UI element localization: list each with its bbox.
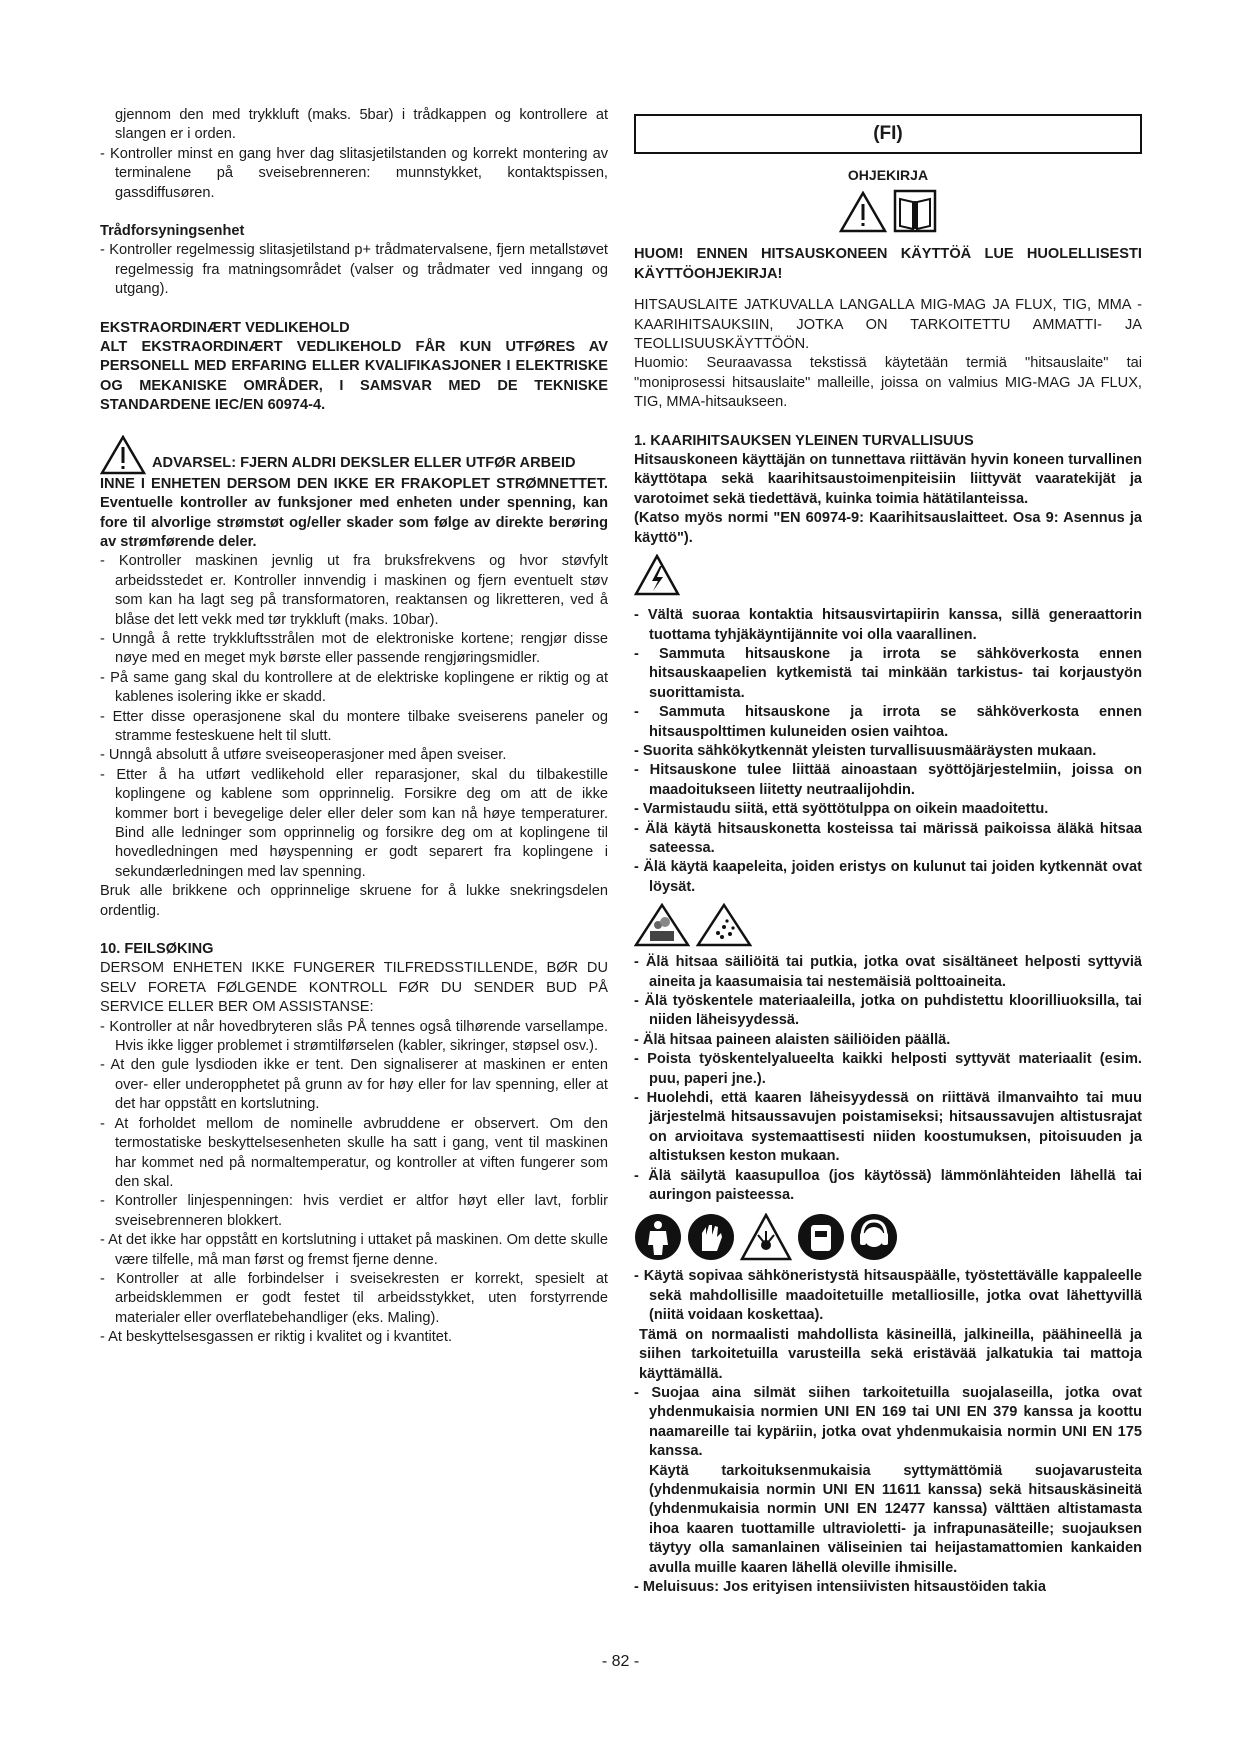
ppe-icons (634, 1213, 1142, 1261)
wire-feed-title: Trådforsyningsenhet (100, 223, 245, 240)
right-column (634, 106, 1142, 1597)
screws-note: Bruk alle brikkene och opprinnelige skruene for å lukke snekringsdelen ordentlig. (100, 883, 608, 919)
manual-icons (634, 189, 1142, 233)
fire-item-3: - Älä hitsaa paineen alaisten säiliöiden päällä. (634, 1031, 951, 1048)
troubleshooting-item-6: - Kontroller at alle forbindelser i sveisekresten er korrekt, spesielt at arbeidsklemmen er godt festet til arbeidsstykket, uten forstyrrende materialer eller overflatebehandliger (eks. Maling). (100, 1270, 608, 1326)
safety-section-text: Hitsauskoneen käyttäjän on tunnettava riittävän hyvin koneen turvallinen käyttötapa sekä kaarihitsaustoimenpiteisiin liittyvät vaaratekijät ja varotoimet sekä tiedettävä, kuinka toimia hätätilanteissa. (634, 452, 1142, 507)
troubleshooting-title: 10. FEILSØKING (100, 941, 214, 958)
maintenance-item-1: - Kontroller maskinen jevnlig ut fra bruksfrekvens og hvor støvfylt arbeidsstedet er. Kontroller innvendig i maskinen og fjern eventuelt støv som kan ha lagt seg på transformatoren, reaktansen og likretteren, ved å blåse det lett vekk med tør trykkluft (maks. 10bar). (100, 553, 608, 628)
huom-notice: HUOM! ENNEN HITSAUSKONEEN KÄYTTÖÄ LUE HUOLELLISESTI KÄYTTÖOHJEKIRJA! (634, 246, 1142, 282)
welding-mask-icon (797, 1213, 845, 1261)
ppe-text-2: Käytä tarkoituksenmukaisia syttymättömiä suojavarusteita (yhdenmukaisia normin UNI EN 11611 kanssa) sekä hitsauskäsineitä (yhdenmukaisia normin UNI EN 12477 kanssa) välttäen altistamasta ihoa kaaren tuottamille ultravioletti- ja infrapunasäteille; suojauksen täytyy olla samanlainen väliseinien tai heijastamattomien kankaiden avulla muille kaaren lähellä oleville ihmisille. (649, 1462, 1142, 1576)
troubleshooting-item-1: - Kontroller at når hovedbryteren slås PÅ tennes også tilhørende varsellampe. Hvis ikke ligger problemet i strømtilførselen (kabler, sikringer, støpsel osv.). (100, 1018, 608, 1055)
troubleshooting-item-2: - At den gule lysdioden ikke er tent. Den signaliserer at maskinen er enten over- eller underopphetet på grunn av for høy eller for lav spenning, eller at det har oppstått en kortslutning. (100, 1057, 608, 1113)
extraordinary-title: EKSTRAORDINÆRT VEDLIKEHOLD (100, 319, 350, 336)
language-code: (FI) (873, 123, 903, 145)
ppe-item-3: - Meluisuus: Jos erityisen intensiivisten hitsaustöiden takia (634, 1578, 1046, 1595)
troubleshooting-item-4: - Kontroller linjespenningen: hvis verdiet er altfor høyt eller lavt, forblir sveisebrenneren blokkert. (100, 1193, 608, 1229)
maintenance-item-4: - Etter disse operasjonene skal du montere tilbake sveiserens paneler og stramme festeskuene helt til slutt. (100, 708, 608, 744)
left-column (100, 106, 608, 1348)
intro-note: Huomio: Seuraavassa tekstissä käytetään termiä "hitsauslaite" tai "moniprosessi hitsauslaite" malleille, joissa on valmius MIG-MAG JA FLUX, TIG, MMA-hitsaukseen. (634, 355, 1142, 411)
electric-item-4: - Suorita sähkökytkennät yleisten turvallisuusmääräysten mukaan. (634, 742, 1097, 759)
maintenance-item-5: - Unngå absolutt å utføre sveiseoperasjoner med åpen sveiser. (100, 747, 507, 764)
maintenance-item-3: - På same gang skal du kontrollere at de elektriske koplingene er riktig og at kablenes isolering ikke er skadd. (100, 669, 608, 706)
explosion-hazard-icon (634, 903, 690, 947)
wire-feed-item: - Kontroller regelmessig slitasjetilstand p+ trådmatervalsene, fjern metallstøvet regelmessig fra matningsområdet (valser og trådmater ved inngang og utgang). (100, 242, 608, 298)
troubleshooting-item-5: - At det ikke har oppstått en kortslutning i uttaket på maskinen. Om dette skulle være tilfelle, må man først og fremst fjerne denne. (100, 1232, 608, 1268)
electric-item-5: - Hitsauskone tulee liittää ainoastaan syöttöjärjestelmiin, joissa on maadoitukseen liitetty neutraalijohdin. (634, 762, 1142, 798)
warning-triangle-icon (839, 191, 887, 233)
electric-item-1: - Vältä suoraa kontaktia hitsausvirtapiirin kanssa, sillä generaattorin tuottama tyhjäkäyntijännite voi olla vaarallinen. (634, 607, 1142, 643)
safety-section-title: 1. KAARIHITSAUKSEN YLEINEN TURVALLISUUS (634, 432, 974, 449)
safety-section-ref: (Katso myös normi "EN 60974-9: Kaarihitsauslaitteet. Osa 9: Asennus ja käyttö"). (634, 510, 1142, 546)
fire-item-6: - Älä säilytä kaasupulloa (jos käytössä) lämmönlähteiden lähellä tai auringon paisteessa. (634, 1167, 1142, 1204)
manual-title: OHJEKIRJA (847, 167, 929, 183)
radiation-warning-icon (740, 1213, 792, 1261)
fire-item-4: - Poista työskentelyalueelta kaikki helposti syttyvät materiaalit (esim. puu, paperi jne.). (634, 1051, 1142, 1087)
warning-text: INNE I ENHETEN DERSOM DEN IKKE ER FRAKOPLET STRØMNETTET. Eventuelle kontroller av funksjoner med enheten under spenning, kan fore til alvorlige strømstøt og/eller skader som følge av direkte berøring av strømførende deler. (100, 475, 608, 550)
fire-item-2: - Älä työskentele materiaaleilla, jotka on puhdistettu kloorilliuoksilla, tai niiden läheisyydessä. (634, 993, 1142, 1029)
fire-item-5: - Huolehdi, että kaaren läheisyydessä on riittävä ilmanvaihto tai muu järjestelmä hitsaussavujen poistamiseksi; hitsaussavujen altistusrajat on arvioitava systemaattisesti niiden koostumuksen, pitoisuuden ja altistuksen keston mukaan. (634, 1090, 1142, 1165)
open-book-icon (893, 189, 937, 233)
ppe-text-1: Tämä on normaalisti mahdollista käsineillä, jalkineilla, päähineellä ja siihen tarkoitetuilla varusteilla sekä eristävää jalkatukia tai mattoja käyttämällä. (639, 1326, 1142, 1382)
electric-hazard-icon (634, 554, 1142, 596)
troubleshooting-item-3: - At forholdet mellom de nominelle avbruddene er observert. Om den termostatiske beskyttelsesenheten skulle ha satt i gang, vent til maskinen har kommet ned på normaltemperatur, og kontroller at viften fungerer som den skal. (100, 1115, 608, 1190)
electric-item-3: - Sammuta hitsauskone ja irrota se sähköverkosta ennen hitsauspolttimen kuluneiden osien vaihtoa. (634, 704, 1142, 740)
maintenance-item-2: - Unngå å rette trykkluftsstrålen mot de elektroniske kortene; rengjør disse nøye med en meget myk børste eller passende rengjøringsmidler. (100, 630, 608, 667)
electric-item-2: - Sammuta hitsauskone ja irrota se sähköverkosta ennen hitsauskaapelien kytkemistä tai minkään tarkistus- tai korjaustyön suorittamista. (634, 645, 1142, 701)
troubleshooting-item-7: - At beskyttelsesgassen er riktig i kvalitet og i kvantitet. (100, 1329, 453, 1346)
fire-sparks-icon (696, 903, 752, 947)
protective-suit-icon (634, 1213, 682, 1261)
page-number: - 82 - (601, 1653, 640, 1670)
fire-item-1: - Älä hitsaa säiliöitä tai putkia, jotka ovat sisältäneet helposti syttyviä aineita ja kaasumaisia tai nestemäisiä polttoaineita. (634, 954, 1142, 990)
left-paragraph-2: - Kontroller minst en gang hver dag slitasjetilstanden og korrekt montering av terminalene på sveisebrenneren: munnstykket, kontaktspissen, gassdiffusøren. (100, 145, 608, 201)
gloves-icon (687, 1213, 735, 1261)
extraordinary-text: ALT EKSTRAORDINÆRT VEDLIKEHOLD FÅR KUN UTFØRES AV PERSONELL MED ERFARING ELLER KVALIFIKASJONER I ELEKTRISKE OG MEKANISKE OMRÅDER, I SAMSVAR MED DE TEKNISKE STANDARDENE IEC/EN 60974-4. (100, 339, 608, 414)
fire-hazard-icons (634, 903, 1142, 947)
left-paragraph-1: gjennom den med trykkluft (maks. 5bar) i trådkappen og kontrollere at slangen er i orden. (115, 107, 608, 143)
warning-line (100, 435, 608, 475)
language-box (634, 114, 1142, 154)
ppe-item-1: - Käytä sopivaa sähköneristystä hitsauspäälle, työstettävälle kappaleelle sekä mahdollisille maadoitetuille metalliosille, jotka ovat lähettyvillä (niitä voidaan koskettaa). (634, 1268, 1142, 1324)
electric-item-7: - Älä käytä hitsauskonetta kosteissa tai märissä paikoissa äläkä hitsaa sateessa. (634, 820, 1142, 856)
electric-item-8: - Älä käytä kaapeleita, joiden eristys on kulunut tai joiden kytkennät ovat löysät. (634, 859, 1142, 895)
intro-uppercase: HITSAUSLAITE JATKUVALLA LANGALLA MIG-MAG JA FLUX, TIG, MMA -KAARIHITSAUKSIIN, JOTKA ON TARKOITETTU AMMATTI- JA TEOLLISUUSKÄYTTÖÖN. (634, 297, 1142, 353)
warning-head: ADVARSEL: FJERN ALDRI DEKSLER ELLER UTFØR ARBEID (152, 455, 576, 472)
maintenance-item-6: - Etter å ha utført vedlikehold eller reparasjoner, skal du tilbakestille koplingene og kablene som opprinnelig. Forsikre deg om att de ikke kommer bort i bevegelige deler eller deler som kan nå høye temperaturer. Bind alle ledninger som opprinnelig og forsikre deg om at koplingene til hovedledningen med høyspenning er godt separert fra koplingene i sekundærledningen med lav spenning. (100, 766, 608, 880)
troubleshooting-intro: DERSOM ENHETEN IKKE FUNGERER TILFREDSSTILLENDE, BØR DU SELV FORETA FØLGENDE KONTROLL FØR DU SENDER BUD PÅ SERVICE ELLER BER OM ASSISTANSE: (100, 960, 608, 1016)
warning-triangle-icon (100, 435, 146, 475)
ppe-item-2: - Suojaa aina silmät siihen tarkoitetuilla suojalaseilla, jotka ovat yhdenmukaisia normien UNI EN 169 tai UNI EN 379 kanssa ja koottu naamareille tai kypäriin, jotka ovat yhdenmukaisia normin UNI EN 175 kanssa. (634, 1384, 1142, 1460)
electric-item-6: - Varmistaudu siitä, että syöttötulppa on oikein maadoitettu. (634, 801, 1049, 818)
ear-protection-icon (850, 1213, 898, 1261)
